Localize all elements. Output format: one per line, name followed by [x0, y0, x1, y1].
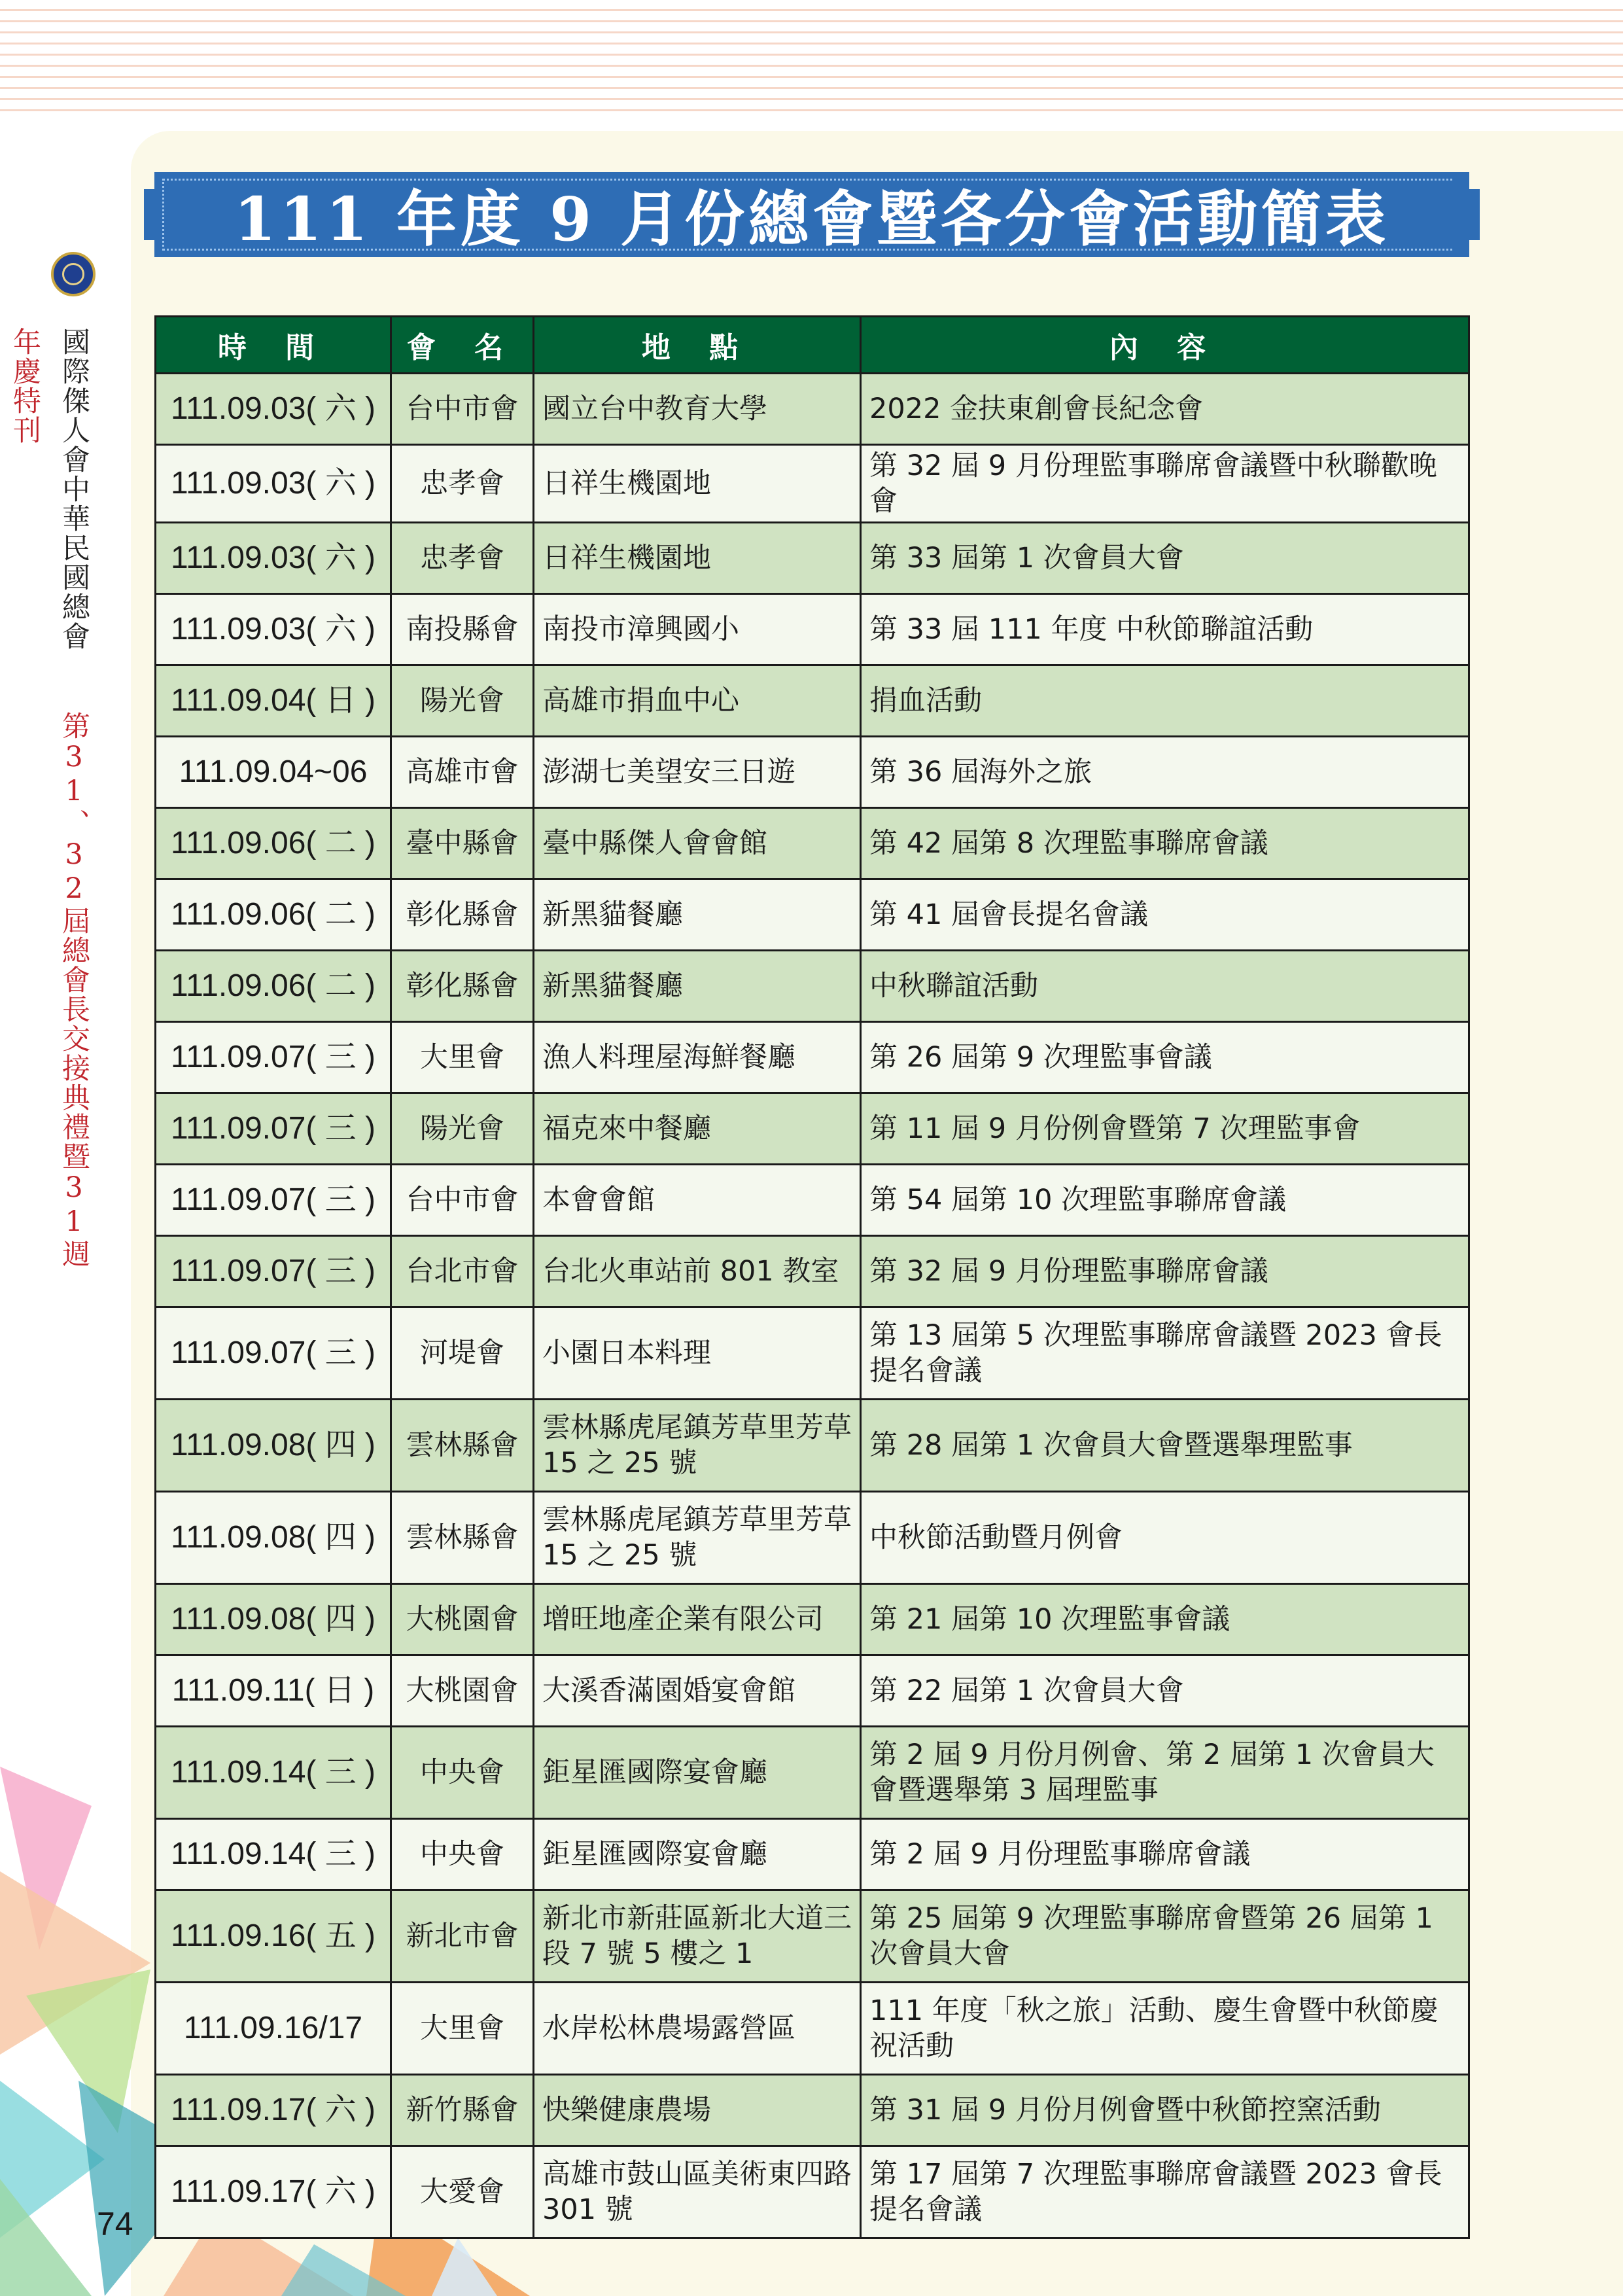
cell-place: 日祥生機園地 — [534, 445, 861, 523]
cell-content: 第 33 屆 111 年度 中秋節聯誼活動 — [861, 594, 1469, 665]
cell-place: 雲林縣虎尾鎮芳草里芳草 15 之 25 號 — [534, 1492, 861, 1584]
cell-date: 111.09.03( 六 ) — [156, 445, 391, 523]
cell-date: 111.09.06( 二 ) — [156, 808, 391, 879]
title-banner — [154, 172, 1469, 257]
cell-content: 第 33 屆第 1 次會員大會 — [861, 523, 1469, 594]
cell-content: 中秋聯誼活動 — [861, 951, 1469, 1022]
table-row — [156, 1655, 1469, 1727]
cell-place: 漁人料理屋海鮮餐廳 — [534, 1022, 861, 1093]
cell-date: 111.09.16( 五 ) — [156, 1890, 391, 1983]
cell-org: 南投縣會 — [391, 594, 534, 665]
cell-date: 111.09.06( 二 ) — [156, 879, 391, 951]
cell-date: 111.09.16/17 — [156, 1983, 391, 2075]
cell-org: 高雄市會 — [391, 737, 534, 808]
cell-date: 111.09.03( 六 ) — [156, 523, 391, 594]
cell-date: 111.09.04~06 — [156, 737, 391, 808]
table-row — [156, 1890, 1469, 1983]
table-header-row — [156, 317, 1469, 374]
cell-place: 本會會館 — [534, 1165, 861, 1236]
header-org: 會 名 — [391, 317, 534, 374]
cell-content: 捐血活動 — [861, 665, 1469, 737]
cell-content: 111 年度「秋之旅」活動、慶生會暨中秋節慶祝活動 — [861, 1983, 1469, 2075]
table-row — [156, 445, 1469, 523]
cell-date: 111.09.14( 三 ) — [156, 1819, 391, 1890]
table-row — [156, 665, 1469, 737]
cell-place: 高雄市捐血中心 — [534, 665, 861, 737]
cell-place: 鉅星匯國際宴會廳 — [534, 1819, 861, 1890]
cell-date: 111.09.03( 六 ) — [156, 374, 391, 445]
cell-date: 111.09.08( 四 ) — [156, 1584, 391, 1655]
cell-content: 第 28 屆第 1 次會員大會暨選舉理監事 — [861, 1400, 1469, 1492]
table-row — [156, 1983, 1469, 2075]
cell-org: 彰化縣會 — [391, 879, 534, 951]
cell-date: 111.09.08( 四 ) — [156, 1400, 391, 1492]
cell-date: 111.09.17( 六 ) — [156, 2146, 391, 2238]
cell-org: 大愛會 — [391, 2146, 534, 2238]
table-row — [156, 1400, 1469, 1492]
cell-place: 水岸松林農場露營區 — [534, 1983, 861, 2075]
cell-place: 台北火車站前 801 教室 — [534, 1236, 861, 1307]
header-time: 時 間 — [156, 317, 391, 374]
cell-content: 第 31 屆 9 月份月例會暨中秋節控窯活動 — [861, 2075, 1469, 2146]
table-row — [156, 2075, 1469, 2146]
cell-place: 雲林縣虎尾鎮芳草里芳草 15 之 25 號 — [534, 1400, 861, 1492]
cell-date: 111.09.17( 六 ) — [156, 2075, 391, 2146]
cell-place: 快樂健康農場 — [534, 2075, 861, 2146]
table-row — [156, 808, 1469, 879]
cell-content: 第 32 屆 9 月份理監事聯席會議 — [861, 1236, 1469, 1307]
cell-place: 大溪香滿園婚宴會館 — [534, 1655, 861, 1727]
cell-content: 第 13 屆第 5 次理監事聯席會議暨 2023 會長提名會議 — [861, 1307, 1469, 1400]
cell-org: 台中市會 — [391, 374, 534, 445]
cell-date: 111.09.11( 日 ) — [156, 1655, 391, 1727]
cell-content: 第 22 屆第 1 次會員大會 — [861, 1655, 1469, 1727]
cell-org: 河堤會 — [391, 1307, 534, 1400]
side-event-title: 第31、32屆總會長交接典禮暨31週年慶特刊 — [9, 327, 90, 1269]
cell-date: 111.09.08( 四 ) — [156, 1492, 391, 1584]
cell-org: 忠孝會 — [391, 445, 534, 523]
cell-org: 中央會 — [391, 1727, 534, 1819]
cell-content: 第 17 屆第 7 次理監事聯席會議暨 2023 會長提名會議 — [861, 2146, 1469, 2238]
cell-content: 第 54 屆第 10 次理監事聯席會議 — [861, 1165, 1469, 1236]
cell-content: 第 25 屆第 9 次理監事聯席會暨第 26 屆第 1 次會員大會 — [861, 1890, 1469, 1983]
logo-emblem-icon — [62, 263, 84, 285]
cell-org: 中央會 — [391, 1819, 534, 1890]
table-row — [156, 523, 1469, 594]
table-row — [156, 374, 1469, 445]
cell-place: 高雄市鼓山區美術東四路 301 號 — [534, 2146, 861, 2238]
cell-place: 鉅星匯國際宴會廳 — [534, 1727, 861, 1819]
table-row — [156, 1492, 1469, 1584]
cell-org: 雲林縣會 — [391, 1492, 534, 1584]
cell-org: 彰化縣會 — [391, 951, 534, 1022]
page-number: 74 — [97, 2206, 133, 2242]
cell-date: 111.09.14( 三 ) — [156, 1727, 391, 1819]
side-vertical-caption — [9, 327, 98, 1276]
cell-place: 福克來中餐廳 — [534, 1093, 861, 1165]
cell-content: 第 32 屆 9 月份理監事聯席會議暨中秋聯歡晚會 — [861, 445, 1469, 523]
cell-org: 台北市會 — [391, 1236, 534, 1307]
cell-org: 新北市會 — [391, 1890, 534, 1983]
activity-schedule-table — [154, 315, 1470, 2239]
cell-date: 111.09.03( 六 ) — [156, 594, 391, 665]
table-row — [156, 1022, 1469, 1093]
table-row — [156, 594, 1469, 665]
cell-org: 大里會 — [391, 1983, 534, 2075]
table-row — [156, 1165, 1469, 1236]
cell-content: 第 2 屆 9 月份月例會、第 2 屆第 1 次會員大會暨選舉第 3 屆理監事 — [861, 1727, 1469, 1819]
cell-content: 2022 金扶東創會長紀念會 — [861, 374, 1469, 445]
cell-date: 111.09.07( 三 ) — [156, 1236, 391, 1307]
cell-date: 111.09.07( 三 ) — [156, 1165, 391, 1236]
cell-place: 澎湖七美望安三日遊 — [534, 737, 861, 808]
cell-place: 新北市新莊區新北大道三段 7 號 5 樓之 1 — [534, 1890, 861, 1983]
header-content: 內 容 — [861, 317, 1469, 374]
table-row — [156, 1819, 1469, 1890]
cell-org: 忠孝會 — [391, 523, 534, 594]
table-row — [156, 1093, 1469, 1165]
cell-place: 小園日本料理 — [534, 1307, 861, 1400]
cell-place: 臺中縣傑人會會館 — [534, 808, 861, 879]
table-row — [156, 951, 1469, 1022]
cell-content: 第 11 屆 9 月份例會暨第 7 次理監事會 — [861, 1093, 1469, 1165]
cell-org: 雲林縣會 — [391, 1400, 534, 1492]
cell-date: 111.09.07( 三 ) — [156, 1022, 391, 1093]
cell-place: 日祥生機園地 — [534, 523, 861, 594]
table-row — [156, 1307, 1469, 1400]
side-organization-name: 國際傑人會中華民國總會 — [58, 327, 90, 651]
cell-place: 南投市漳興國小 — [534, 594, 861, 665]
cell-org: 陽光會 — [391, 665, 534, 737]
page-title: 111 年度 9 月份總會暨各分會活動簡表 — [234, 184, 1390, 255]
cell-date: 111.09.07( 三 ) — [156, 1307, 391, 1400]
cell-date: 111.09.04( 日 ) — [156, 665, 391, 737]
table-row — [156, 879, 1469, 951]
table-row — [156, 1727, 1469, 1819]
cell-org: 新竹縣會 — [391, 2075, 534, 2146]
cell-org: 台中市會 — [391, 1165, 534, 1236]
cell-org: 大桃園會 — [391, 1655, 534, 1727]
cell-content: 中秋節活動暨月例會 — [861, 1492, 1469, 1584]
table-row — [156, 737, 1469, 808]
cell-place: 新黑貓餐廳 — [534, 879, 861, 951]
cell-content: 第 26 屆第 9 次理監事會議 — [861, 1022, 1469, 1093]
cell-content: 第 2 屆 9 月份理監事聯席會議 — [861, 1819, 1469, 1890]
table-row — [156, 1236, 1469, 1307]
cell-org: 大桃園會 — [391, 1584, 534, 1655]
cell-place: 新黑貓餐廳 — [534, 951, 861, 1022]
cell-content: 第 41 屆會長提名會議 — [861, 879, 1469, 951]
cell-content: 第 36 屆海外之旅 — [861, 737, 1469, 808]
cell-content: 第 42 屆第 8 次理監事聯席會議 — [861, 808, 1469, 879]
cell-date: 111.09.06( 二 ) — [156, 951, 391, 1022]
cell-place: 增旺地產企業有限公司 — [534, 1584, 861, 1655]
cell-content: 第 21 屆第 10 次理監事會議 — [861, 1584, 1469, 1655]
cell-place: 國立台中教育大學 — [534, 374, 861, 445]
cell-org: 大里會 — [391, 1022, 534, 1093]
header-place: 地 點 — [534, 317, 861, 374]
table-row — [156, 1584, 1469, 1655]
cell-date: 111.09.07( 三 ) — [156, 1093, 391, 1165]
cell-org: 陽光會 — [391, 1093, 534, 1165]
table-row — [156, 2146, 1469, 2238]
cell-org: 臺中縣會 — [391, 808, 534, 879]
organization-logo — [51, 252, 96, 296]
